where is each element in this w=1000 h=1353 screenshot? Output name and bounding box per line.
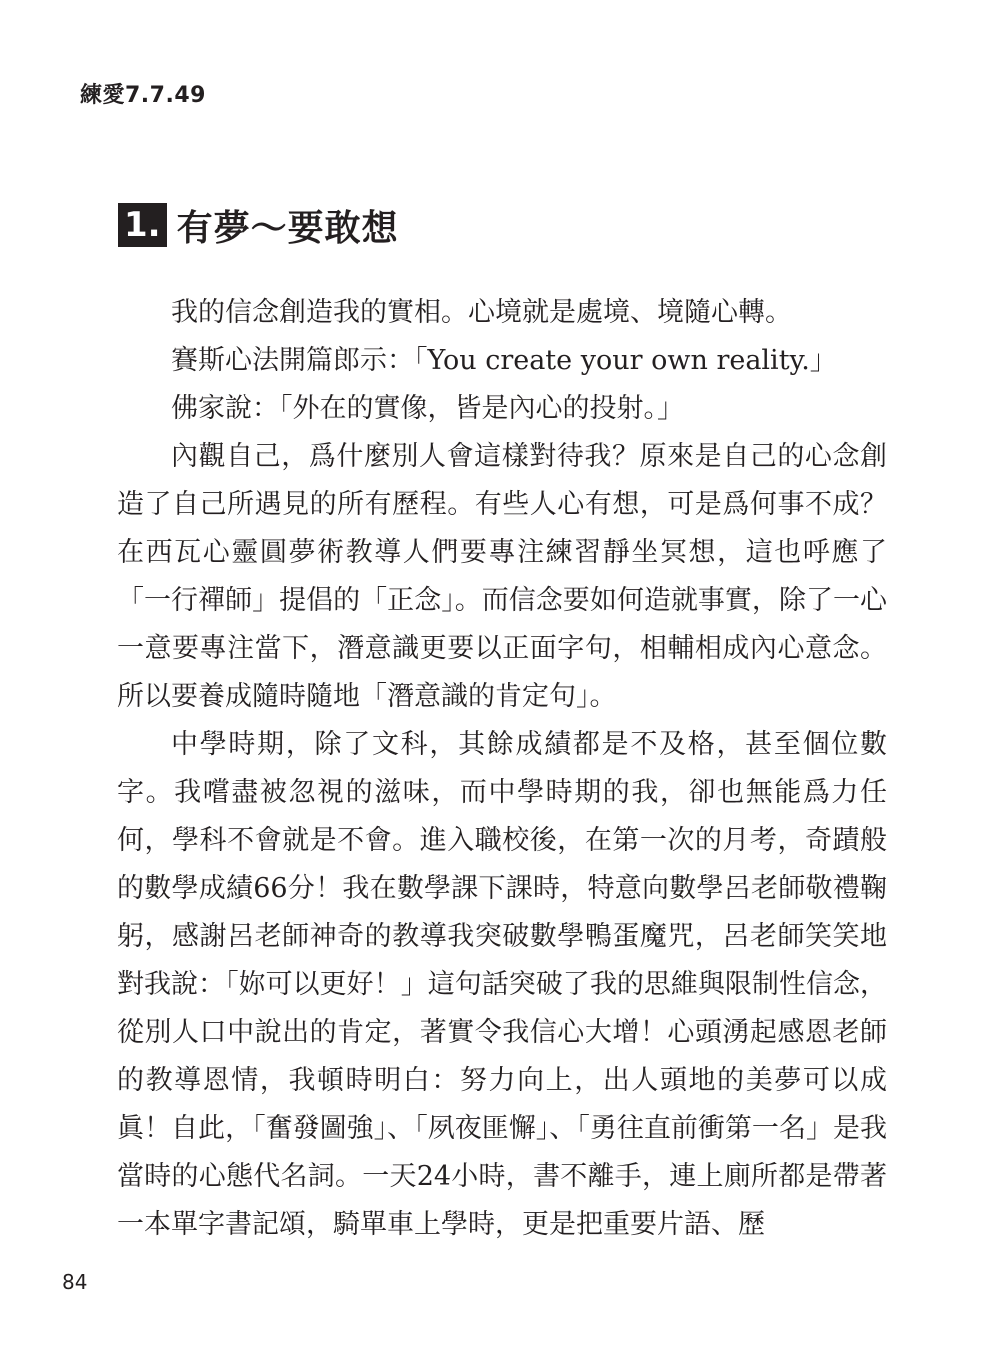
chapter-title: 有夢～要敢想 [176,207,399,249]
paragraph: 我的信念創造我的實相。心境就是處境、境隨心轉。 [171,297,792,328]
paragraph: 佛家說：「外在的實像，皆是內心的投射。」 [171,393,684,424]
paragraph: 賽斯心法開篇郎示：「You create your own reality.」 [171,345,837,376]
running-title: 練愛7.7.49 [80,83,206,108]
chapter-heading [118,201,399,249]
chapter-number: 1. [118,203,167,247]
paragraph: 中學時期，除了文科，其餘成績都是不及格，甚至個位數字。我嚐盡被忽視的滋味，而中學時期的我，卻也無能爲力任何，學科不會就是不會。進入職校後，在第一次的月考，奇蹟般的數學成績66分！我在數學課下課時，特意向數學呂老師敬禮鞠躬，感謝呂老師神奇的教導我突破數學鴨蛋魔咒，呂老師笑笑地對我說：「妳可以更好！」這句話突破了我的思維與限制性信念，從別人口中說出的肯定，著實令我信心大增！心頭湧起感恩老師的教導恩情，我頓時明白：努力向上，出人頭地的美夢可以成眞！自此，「奮發圖強」、「夙夜匪懈」、「勇往直前衝第一名」是我當時的心態代名詞。一天24小時，書不離手，連上廁所都是帶著一本單字書記頌，騎單車上學時，更是把重要片語、歷 [117,729,887,1240]
body-text [117,289,887,1249]
paragraph: 內觀自己，爲什麼別人會這樣對待我？原來是自己的心念創造了自己所遇見的所有歷程。有些人心有想，可是爲何事不成？在西瓦心靈圓夢術教導人們要專注練習靜坐冥想，這也呼應了「一行禪師」提倡的「正念」。而信念要如何造就事實，除了一心一意要專注當下，潛意識更要以正面字句，相輔相成內心意念。所以要養成隨時隨地「潛意識的肯定句」。 [117,441,887,712]
page-number: 84 [62,1270,88,1294]
